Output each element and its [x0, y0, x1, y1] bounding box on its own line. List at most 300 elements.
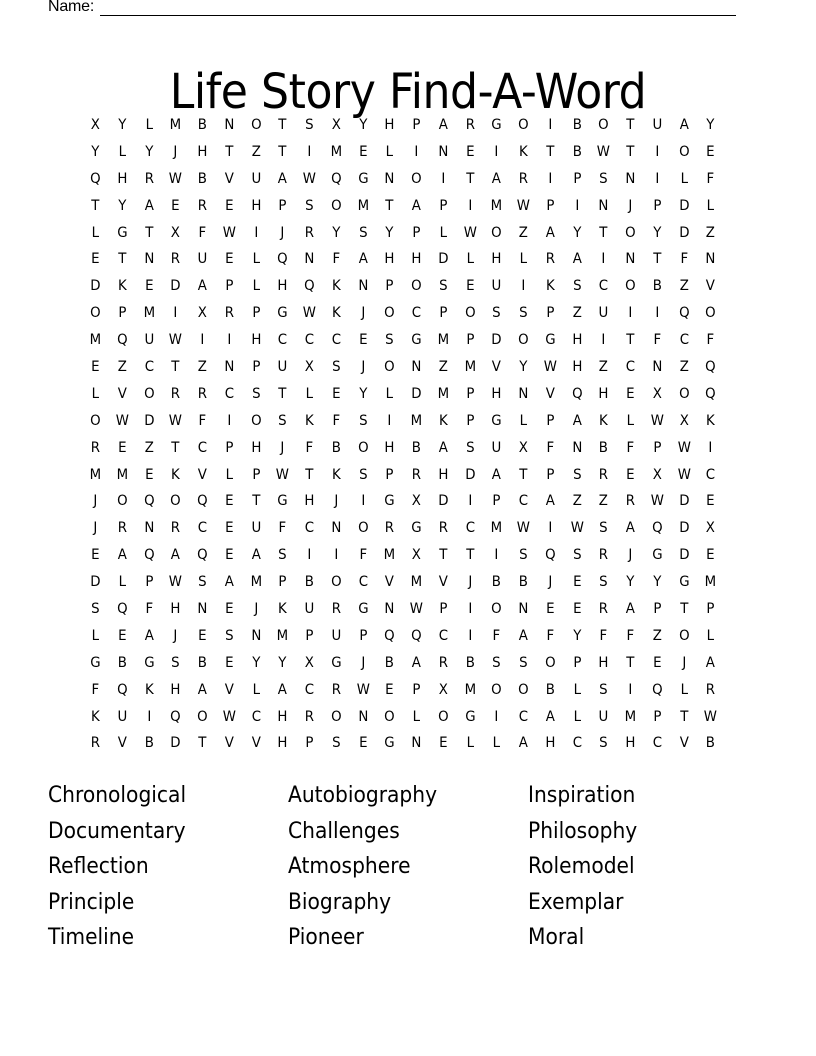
grid-letter: C [411, 305, 422, 322]
grid-letter: I [227, 332, 232, 349]
grid-letter: T [465, 170, 474, 187]
grid-letter: P [653, 439, 662, 456]
grid-letter: L [466, 735, 474, 752]
grid-letter: P [653, 601, 662, 618]
grid-letter: A [144, 627, 154, 644]
grid-letter: R [438, 654, 448, 671]
word-list-item: Challenges [288, 818, 400, 844]
grid-letter: G [544, 332, 556, 349]
grid-letter: N [571, 439, 582, 456]
grid-letter: C [144, 359, 154, 376]
grid-letter: J [93, 520, 98, 537]
grid-letter: V [385, 574, 395, 591]
grid-letter: D [90, 278, 101, 295]
grid-letter: Y [278, 654, 287, 671]
grid-letter: E [545, 601, 555, 618]
grid-letter: I [601, 251, 606, 268]
grid-letter: R [438, 520, 448, 537]
grid-letter: A [411, 654, 421, 671]
grid-letter: Y [572, 627, 581, 644]
grid-letter: L [225, 466, 233, 483]
word-list-item: Chronological [48, 783, 187, 808]
grid-letter: Y [332, 224, 341, 241]
grid-letter: Q [143, 547, 155, 564]
grid-letter: B [144, 735, 154, 752]
grid-letter: Y [118, 117, 127, 133]
grid-letter: M [490, 197, 503, 214]
grid-letter: K [117, 278, 127, 295]
grid-letter: K [331, 466, 341, 483]
grid-letter: J [253, 601, 258, 618]
grid-letter: I [334, 547, 339, 564]
grid-letter: L [305, 385, 314, 402]
grid-letter: N [518, 601, 529, 618]
grid-letter: E [652, 654, 662, 671]
grid-letter: X [652, 466, 662, 483]
grid-letter: E [358, 143, 368, 160]
grid-letter: U [304, 601, 315, 618]
grid-letter: R [598, 466, 609, 483]
grid-letter: T [626, 332, 635, 349]
grid-letter: S [519, 547, 528, 564]
word-list-item: Rolemodel [528, 854, 635, 880]
grid-letter: C [572, 735, 582, 752]
grid-letter: X [331, 117, 341, 133]
grid-letter: M [704, 574, 717, 591]
grid-letter: C [705, 466, 716, 483]
grid-letter: R [331, 681, 341, 698]
grid-letter: S [492, 654, 501, 671]
grid-letter: K [331, 278, 341, 295]
grid-letter: A [251, 547, 261, 564]
grid-letter: R [304, 224, 315, 241]
grid-letter: I [655, 170, 660, 187]
grid-letter: L [118, 143, 126, 160]
grid-letter: G [357, 601, 369, 618]
grid-letter: E [626, 385, 635, 402]
grid-letter: U [491, 278, 502, 295]
grid-letter: A [278, 170, 288, 187]
grid-letter: T [465, 547, 474, 564]
grid-letter: L [573, 708, 581, 725]
grid-letter: E [171, 197, 180, 214]
grid-letter: S [171, 654, 180, 671]
grid-letter: I [548, 170, 553, 187]
grid-letter: J [173, 143, 178, 160]
grid-letter: J [334, 493, 339, 510]
grid-letter: M [250, 574, 262, 591]
grid-letter: E [91, 359, 100, 376]
grid-letter: F [599, 627, 608, 644]
grid-letter: E [706, 547, 715, 564]
grid-letter: C [331, 332, 341, 349]
grid-letter: C [598, 278, 609, 295]
grid-letter: Y [519, 359, 528, 376]
grid-letter: W [409, 601, 423, 618]
grid-letter: Y [118, 197, 127, 214]
grid-letter: H [384, 251, 395, 268]
grid-letter: N [518, 385, 529, 402]
grid-letter: K [599, 412, 608, 429]
grid-letter: R [598, 601, 609, 618]
grid-letter: Y [91, 143, 100, 160]
grid-letter: S [599, 170, 608, 187]
grid-letter: S [305, 197, 314, 214]
grid-letter: M [276, 627, 289, 644]
grid-letter: P [385, 466, 394, 483]
grid-letter: O [464, 305, 476, 322]
grid-letter: P [546, 305, 555, 322]
grid-letter: O [197, 708, 208, 725]
grid-letter: A [706, 654, 716, 671]
grid-letter: L [145, 117, 153, 133]
grid-letter: N [625, 170, 636, 187]
grid-letter: C [652, 735, 662, 752]
grid-letter: B [652, 278, 662, 295]
grid-letter: D [678, 547, 690, 564]
grid-letter: T [91, 197, 100, 214]
grid-letter: P [358, 627, 367, 644]
grid-letter: T [278, 143, 287, 160]
grid-letter: T [305, 466, 314, 483]
grid-letter: G [116, 224, 128, 241]
grid-letter: D [143, 412, 155, 429]
grid-letter: T [653, 251, 662, 268]
grid-letter: O [330, 197, 342, 214]
grid-letter: P [251, 305, 260, 322]
grid-letter: O [170, 493, 181, 510]
grid-letter: P [572, 170, 581, 187]
grid-letter: I [414, 143, 419, 160]
grid-letter: K [144, 681, 154, 698]
grid-letter: P [439, 305, 448, 322]
grid-letter: E [626, 466, 635, 483]
grid-letter: J [360, 305, 365, 322]
grid-letter: T [385, 197, 394, 214]
grid-letter: I [200, 332, 205, 349]
grid-letter: L [573, 681, 581, 698]
grid-letter: N [357, 278, 368, 295]
grid-letter: O [705, 305, 716, 322]
grid-letter: Q [411, 627, 422, 644]
grid-letter: M [410, 574, 423, 591]
grid-letter: R [384, 520, 395, 537]
grid-letter: G [384, 493, 395, 510]
grid-letter: T [679, 708, 688, 725]
grid-letter: H [250, 197, 261, 214]
grid-letter: L [680, 681, 688, 698]
grid-letter: N [224, 117, 235, 133]
grid-letter: A [358, 251, 368, 268]
grid-letter: G [143, 654, 155, 671]
grid-letter: P [412, 117, 421, 133]
grid-letter: M [624, 708, 637, 725]
grid-letter: V [117, 735, 127, 752]
grid-letter: B [492, 574, 502, 591]
grid-letter: O [678, 385, 690, 402]
grid-letter: X [706, 520, 716, 537]
grid-letter: O [491, 224, 502, 241]
grid-letter: O [357, 439, 369, 456]
grid-letter: Y [626, 574, 635, 591]
grid-letter: J [681, 654, 686, 671]
grid-letter: E [117, 627, 127, 644]
grid-letter: T [278, 117, 287, 133]
grid-letter: Z [706, 224, 716, 241]
grid-letter: B [304, 574, 314, 591]
grid-letter: Z [144, 439, 154, 456]
grid-letter: M [437, 385, 449, 402]
grid-letter: E [706, 143, 715, 160]
grid-letter: W [704, 708, 718, 725]
word-list-item: Pioneer [288, 925, 364, 951]
grid-letter: I [494, 708, 499, 725]
grid-letter: Q [143, 493, 155, 510]
grid-letter: Z [518, 224, 528, 241]
grid-letter: A [572, 412, 582, 429]
grid-letter: C [679, 332, 689, 349]
grid-letter: P [251, 466, 260, 483]
grid-letter: F [680, 251, 688, 268]
grid-letter: M [143, 305, 155, 322]
grid-letter: W [650, 412, 664, 429]
grid-letter: Q [116, 601, 128, 618]
grid-letter: S [278, 547, 287, 564]
word-list-item: Moral [528, 925, 585, 951]
grid-letter: O [491, 681, 502, 698]
grid-letter: U [598, 708, 609, 725]
grid-letter: E [144, 278, 154, 295]
grid-letter: E [198, 627, 207, 644]
grid-letter: H [545, 735, 556, 752]
grid-letter: O [411, 170, 422, 187]
grid-letter: B [411, 439, 421, 456]
grid-letter: R [117, 520, 127, 537]
grid-letter: F [278, 520, 287, 537]
grid-letter: Q [651, 520, 663, 537]
grid-letter: P [439, 197, 448, 214]
grid-letter: P [118, 305, 127, 322]
grid-letter: S [572, 278, 582, 295]
grid-letter: L [626, 412, 635, 429]
grid-letter: H [117, 170, 128, 187]
grid-letter: K [545, 278, 555, 295]
grid-letter: R [197, 197, 208, 214]
grid-letter: W [169, 332, 183, 349]
grid-letter: F [626, 627, 635, 644]
grid-letter: W [276, 466, 290, 483]
grid-letter: H [277, 278, 288, 295]
grid-letter: A [518, 627, 528, 644]
grid-letter: O [625, 224, 636, 241]
grid-letter: L [680, 170, 688, 187]
grid-letter: D [464, 466, 476, 483]
grid-letter: U [598, 305, 609, 322]
grid-letter: R [331, 601, 341, 618]
grid-letter: S [599, 520, 608, 537]
grid-letter: A [171, 547, 181, 564]
grid-letter: P [572, 654, 581, 671]
grid-letter: A [545, 224, 555, 241]
grid-letter: A [411, 197, 421, 214]
grid-letter: W [570, 520, 584, 537]
grid-letter: H [304, 493, 315, 510]
grid-letter: F [91, 681, 100, 698]
grid-letter: S [358, 224, 368, 241]
grid-letter: Q [170, 708, 181, 725]
grid-letter: F [626, 439, 635, 456]
grid-letter: I [441, 170, 446, 187]
grid-letter: H [491, 385, 502, 402]
grid-letter: N [143, 251, 154, 268]
grid-letter: R [411, 466, 422, 483]
grid-letter: T [626, 117, 635, 133]
grid-letter: W [302, 305, 316, 322]
grid-letter: Q [90, 170, 101, 187]
grid-letter: R [170, 520, 181, 537]
word-list-item: Reflection [48, 854, 149, 880]
grid-letter: M [383, 547, 396, 564]
grid-letter: W [169, 574, 183, 591]
grid-letter: S [599, 681, 608, 698]
grid-letter: P [225, 439, 234, 456]
grid-letter: B [385, 654, 395, 671]
grid-letter: T [251, 493, 260, 510]
grid-letter: I [601, 332, 606, 349]
grid-letter: N [197, 601, 208, 618]
grid-letter: N [384, 601, 395, 618]
grid-letter: L [412, 708, 421, 725]
grid-letter: P [465, 332, 474, 349]
grid-letter: A [625, 520, 635, 537]
grid-letter: Y [385, 224, 394, 241]
grid-letter: H [197, 143, 208, 160]
grid-letter: W [543, 359, 557, 376]
grid-letter: O [598, 117, 609, 133]
grid-letter: X [171, 224, 181, 241]
grid-letter: R [224, 305, 234, 322]
grid-letter: Q [678, 305, 690, 322]
grid-letter: O [411, 278, 422, 295]
grid-letter: T [198, 735, 207, 752]
grid-letter: K [706, 412, 715, 429]
grid-letter: I [467, 197, 472, 214]
grid-letter: D [491, 332, 502, 349]
grid-letter: S [278, 412, 287, 429]
grid-letter: R [625, 493, 636, 510]
grid-letter: Y [706, 117, 715, 133]
grid-letter: R [518, 170, 529, 187]
grid-letter: Z [679, 278, 689, 295]
grid-letter: K [518, 143, 528, 160]
grid-letter: C [197, 439, 208, 456]
word-list-item: Principle [48, 889, 135, 915]
grid-letter: V [197, 466, 207, 483]
grid-letter: C [277, 332, 288, 349]
grid-letter: I [253, 224, 258, 241]
grid-letter: P [492, 493, 501, 510]
grid-letter: T [118, 251, 127, 268]
grid-letter: A [438, 117, 448, 133]
grid-letter: J [628, 547, 633, 564]
grid-letter: K [171, 466, 180, 483]
grid-letter: G [678, 574, 690, 591]
grid-letter: H [598, 654, 609, 671]
grid-letter: N [384, 170, 395, 187]
grid-letter: H [625, 735, 636, 752]
word-list-item: Philosophy [528, 818, 638, 844]
grid-letter: D [170, 735, 181, 752]
grid-letter: F [332, 412, 340, 429]
word-list-item: Exemplar [528, 889, 624, 915]
grid-letter: P [251, 359, 260, 376]
grid-letter: W [115, 412, 129, 429]
grid-letter: O [678, 627, 690, 644]
grid-letter: L [252, 278, 260, 295]
grid-letter: O [330, 708, 342, 725]
grid-letter: T [171, 359, 180, 376]
grid-letter: M [490, 520, 503, 537]
letter-grid [82, 112, 724, 757]
grid-letter: D [437, 251, 449, 268]
grid-letter: E [224, 654, 234, 671]
grid-letter: W [169, 170, 183, 187]
grid-letter: D [678, 520, 690, 537]
grid-letter: S [91, 601, 100, 618]
grid-letter: E [438, 735, 448, 752]
grid-letter: A [572, 251, 582, 268]
grid-letter: L [91, 627, 100, 644]
grid-letter: B [545, 681, 555, 698]
grid-letter: G [357, 170, 369, 187]
grid-letter: P [385, 278, 394, 295]
grid-letter: O [544, 654, 556, 671]
grid-letter: G [90, 654, 101, 671]
word-list-item: Atmosphere [288, 854, 411, 880]
grid-letter: T [599, 224, 608, 241]
grid-letter: Q [116, 681, 128, 698]
grid-letter: R [705, 681, 716, 698]
grid-letter: H [277, 735, 288, 752]
grid-letter: M [464, 359, 476, 376]
grid-letter: W [677, 439, 691, 456]
grid-letter: J [93, 493, 98, 510]
grid-letter: J [548, 574, 553, 591]
grid-letter: R [170, 251, 181, 268]
grid-letter: P [144, 574, 153, 591]
grid-letter: R [598, 547, 609, 564]
grid-letter: H [170, 601, 181, 618]
grid-letter: O [518, 332, 529, 349]
grid-letter: X [411, 547, 421, 564]
grid-letter: A [545, 493, 555, 510]
grid-letter: Z [117, 359, 127, 376]
grid-letter: S [358, 412, 368, 429]
grid-letter: F [198, 412, 207, 429]
grid-letter: W [169, 412, 183, 429]
word-list [48, 780, 768, 958]
grid-letter: I [307, 143, 312, 160]
grid-letter: V [251, 735, 261, 752]
grid-letter: F [706, 332, 715, 349]
grid-letter: H [438, 466, 449, 483]
name-label: Name: [48, 0, 95, 15]
page-title: Life Story Find-A-Word [169, 64, 647, 121]
grid-letter: W [302, 170, 316, 187]
grid-letter: C [304, 681, 315, 698]
grid-letter: J [360, 359, 365, 376]
grid-letter: U [331, 627, 342, 644]
